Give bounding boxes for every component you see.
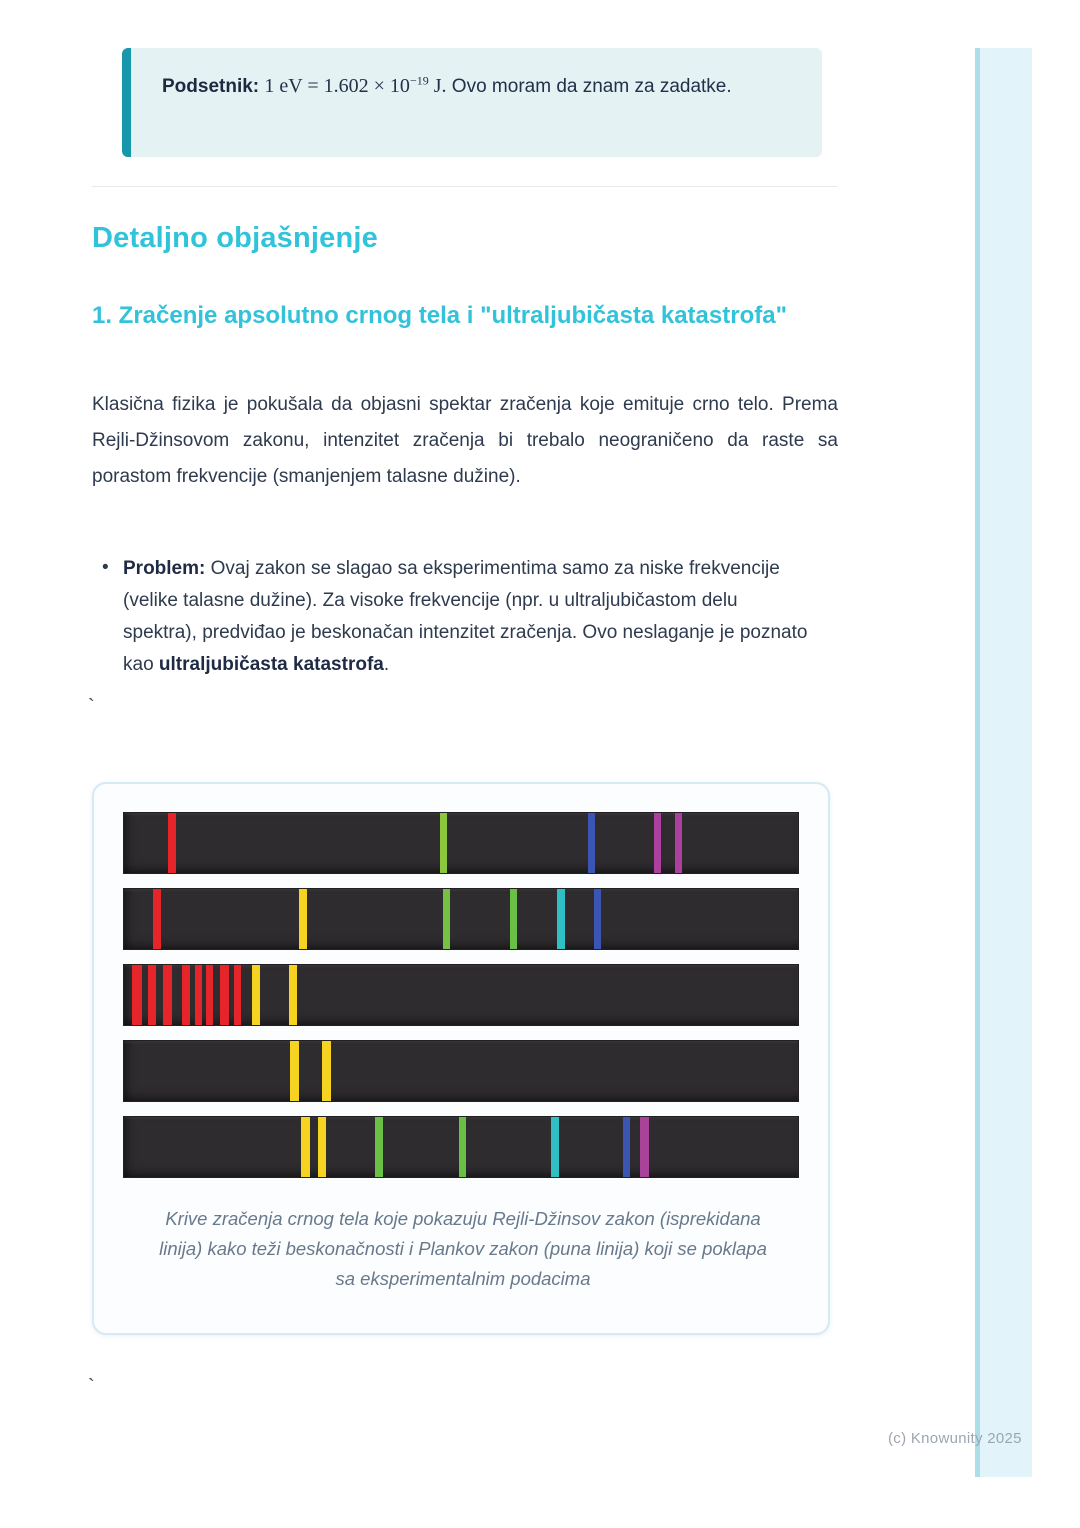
spectral-line bbox=[132, 965, 142, 1025]
spectral-line bbox=[168, 813, 176, 873]
spectra-figure-card bbox=[92, 782, 830, 1335]
spectral-line bbox=[623, 1117, 630, 1177]
spectral-line bbox=[557, 889, 565, 949]
reminder-callout bbox=[122, 48, 822, 157]
bullet-text: Problem: Ovaj zakon se slagao sa eksperimentima samo za niske frekvencije (velike talasne dužine). Za visoke frekvencije (npr. u ultraljubičastom delu spektra), predviđao je beskonačan intenzitet zračenja. Ovo neslaganje je poznato kao ultraljubičasta katastrofa. bbox=[123, 558, 808, 675]
spectral-line bbox=[153, 889, 161, 949]
bullet-emphasis: ultraljubičasta katastrofa bbox=[158, 654, 384, 675]
figure-caption: Krive zračenja crnog tela koje pokazuju Rejli-Džinsov zakon (isprekidana linija) kako teži beskonačnosti i Plankov zakon (puna linija) koji se poklapa sa eksperimentalnim podacima bbox=[159, 1208, 767, 1289]
section-divider bbox=[92, 186, 837, 187]
spectral-line bbox=[588, 813, 595, 873]
spectrum-strip-5 bbox=[123, 1116, 799, 1178]
stray-backtick: ` bbox=[88, 1376, 95, 1398]
spectrum-strip-3 bbox=[123, 964, 799, 1026]
spectral-line bbox=[299, 889, 307, 949]
spectral-line bbox=[290, 1041, 299, 1101]
spectral-line bbox=[443, 889, 450, 949]
spectral-line bbox=[459, 1117, 466, 1177]
spectral-line bbox=[675, 813, 682, 873]
spectrum-strip-1 bbox=[123, 812, 799, 874]
body-paragraph: Klasična fizika je pokušala da objasni spektar zračenja koje emituje crno telo. Prema Rejli-Džinsovom zakonu, intenzitet zračenja bi trebalo neograničeno da raste sa porastom frekvencije (smanjenjem talasne dužine). bbox=[92, 394, 838, 487]
spectral-line bbox=[301, 1117, 310, 1177]
spectral-line bbox=[252, 965, 260, 1025]
spectral-line bbox=[440, 813, 447, 873]
spectral-line bbox=[206, 965, 213, 1025]
spectral-line bbox=[318, 1117, 326, 1177]
formula-exponent: −19 bbox=[409, 73, 429, 88]
spectral-line bbox=[640, 1117, 649, 1177]
ev-formula: 1 eV = $1.602 \times 10^{-19}$ J. bbox=[264, 73, 447, 97]
spectra-strips bbox=[123, 812, 799, 1192]
spectral-line bbox=[163, 965, 172, 1025]
subsection-heading: 1. Zračenje apsolutno crnog tela i "ultraljubičasta katastrofa" bbox=[92, 302, 787, 329]
spectral-line bbox=[375, 1117, 383, 1177]
reminder-note: Ovo moram da znam za zadatke. bbox=[451, 76, 732, 97]
spectral-line bbox=[654, 813, 661, 873]
section-heading: Detaljno objašnjenje bbox=[92, 222, 378, 254]
page-margin-bar bbox=[975, 48, 1032, 1477]
spectral-line bbox=[234, 965, 241, 1025]
spectral-line bbox=[220, 965, 229, 1025]
spectral-line bbox=[195, 965, 202, 1025]
bullet-item bbox=[102, 553, 810, 681]
copyright-footer: (c) Knowunity 2025 bbox=[888, 1430, 1022, 1447]
spectral-line bbox=[551, 1117, 559, 1177]
spectral-line bbox=[148, 965, 156, 1025]
spectral-line bbox=[289, 965, 297, 1025]
spectrum-strip-4 bbox=[123, 1040, 799, 1102]
bullet-lead: Problem: bbox=[123, 558, 206, 579]
spectral-line bbox=[322, 1041, 331, 1101]
spectral-line bbox=[510, 889, 517, 949]
reminder-text bbox=[162, 68, 794, 105]
bullet-marker-icon: • bbox=[102, 557, 109, 578]
stray-backtick: ` bbox=[88, 696, 95, 718]
spectral-line bbox=[594, 889, 601, 949]
spectrum-strip-2 bbox=[123, 888, 799, 950]
reminder-label: Podsetnik: bbox=[162, 76, 260, 97]
spectral-line bbox=[182, 965, 190, 1025]
